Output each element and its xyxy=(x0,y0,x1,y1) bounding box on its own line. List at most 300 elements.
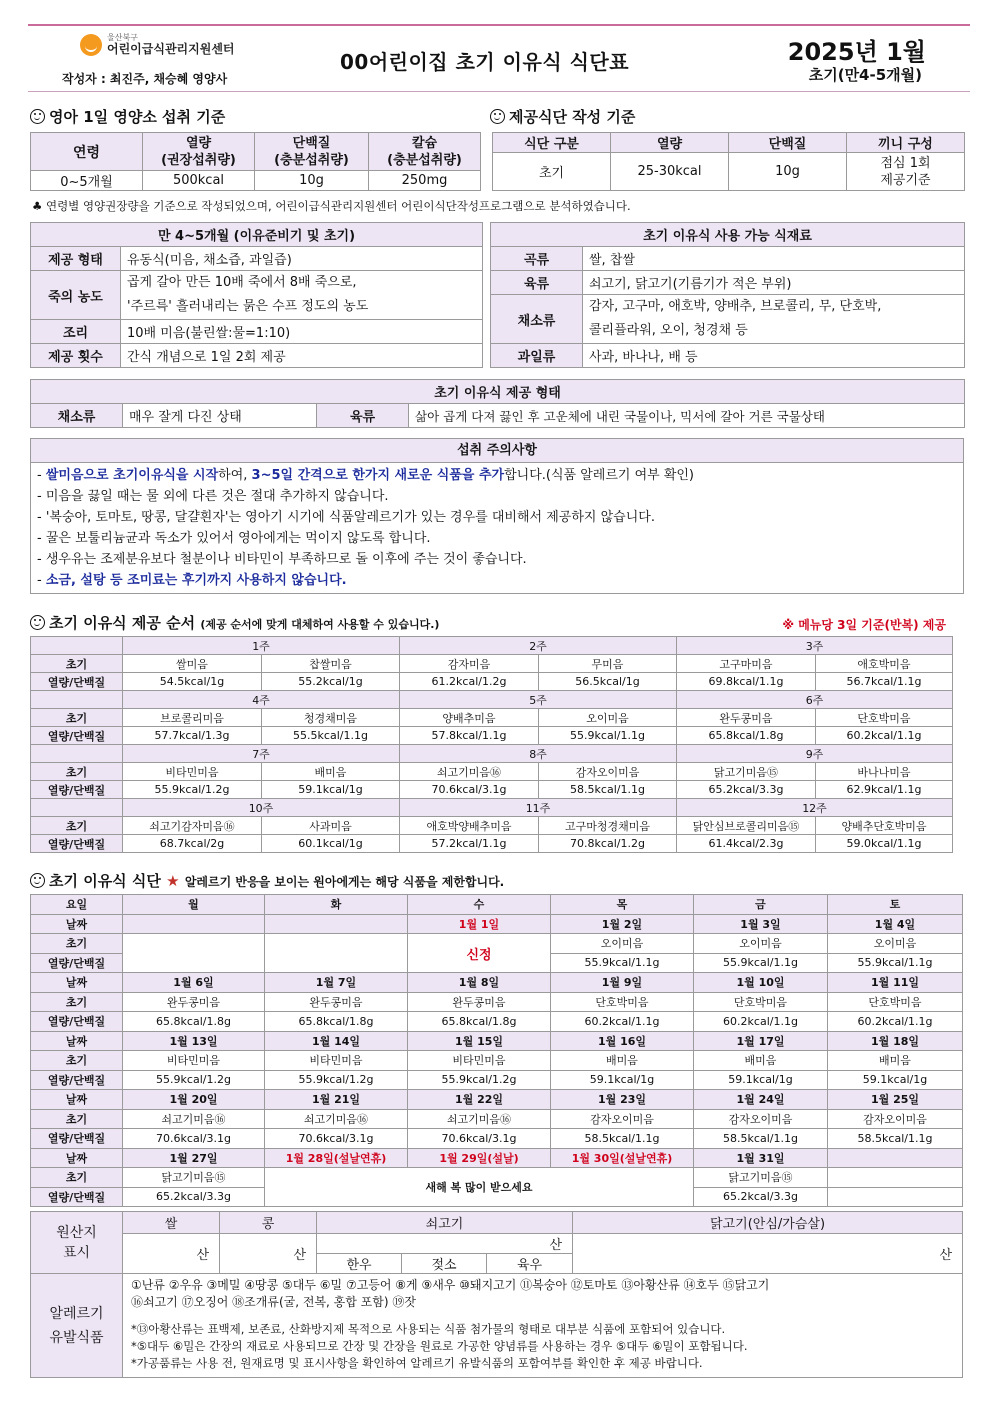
smile-icon xyxy=(490,109,505,124)
caution-title: 섭취 주의사항 xyxy=(31,439,963,463)
caution-item: - 소금, 설탕 등 조미료는 후기까지 사용하지 않습니다. xyxy=(37,573,347,588)
ingredients-label-meat: 육류 xyxy=(491,271,583,295)
menu-cal: 70.6kcal/3.1g xyxy=(408,1129,551,1149)
page xyxy=(28,24,970,1370)
order-week-label: 2주 xyxy=(400,637,677,655)
menu-item: 단호박미음 xyxy=(828,992,963,1012)
menu-cal: 65.2kcal/3.3g xyxy=(694,1187,828,1207)
menu-date-row xyxy=(31,1031,963,1051)
menu-cal-label: 열량/단백질 xyxy=(31,1070,123,1090)
stage-value-form: 유동식(미음, 채소즙, 과일즙) xyxy=(121,247,483,271)
menu-item: 배미음 xyxy=(694,1051,828,1071)
nutrition-header-energy: 열량 (권장섭취량) xyxy=(143,133,255,171)
form-label-meat: 육류 xyxy=(317,404,409,428)
menu-date: 1월 7일 xyxy=(265,973,408,993)
order-cal-label: 열량/단백질 xyxy=(31,673,123,691)
menu-item: 감자오이미음 xyxy=(694,1109,828,1129)
caution-box xyxy=(30,438,964,594)
order-cal-label: 열량/단백질 xyxy=(31,781,123,799)
order-cal-row xyxy=(31,673,953,691)
order-menu-label: 초기 xyxy=(31,709,123,727)
order-cal-value: 58.5kcal/1.1g xyxy=(539,781,677,799)
order-week-label: 12주 xyxy=(677,799,953,817)
menu-cal: 70.6kcal/3.1g xyxy=(265,1129,408,1149)
caution-list xyxy=(31,463,963,591)
menu-date: 1월 4일 xyxy=(828,914,963,934)
order-table xyxy=(30,636,953,853)
provision-energy: 25-30kcal xyxy=(611,153,729,191)
order-menu-item: 애호박양배추미음 xyxy=(400,817,539,835)
allergy-note-2: *⑤대두 ⑥밀은 간장의 재료로 사용되므로 간장 및 간장을 원료로 가공한 양념류를 사용하는 경우 ⑤대두 ⑥밀이 포함됩니다. xyxy=(131,1339,748,1353)
new-year-greeting: 새해 복 많이 받으세요 xyxy=(265,1168,694,1207)
origin-rice: 쌀 xyxy=(123,1212,220,1234)
order-menu-item: 고구마미음 xyxy=(677,655,816,673)
menu-cal-row xyxy=(31,1129,963,1149)
caution-item: - 쌀미음으로 초기이유식을 시작하여, 3~5일 간격으로 한가지 새로운 식품을 추가합니다.(식품 알레르기 여부 확인) xyxy=(37,468,695,483)
order-cal-value: 55.9kcal/1.1g xyxy=(539,727,677,745)
menu-date: 1월 8일 xyxy=(408,973,551,993)
order-cal-value: 59.1kcal/1g xyxy=(262,781,400,799)
menu-date: 1월 11일 xyxy=(828,973,963,993)
menu-cal-label: 열량/단백질 xyxy=(31,1187,123,1207)
menu-cal: 55.9kcal/1.2g xyxy=(408,1070,551,1090)
stage-table xyxy=(30,222,483,368)
ingredients-value-grain: 쌀, 찹쌀 xyxy=(583,247,965,271)
order-cal-value: 54.5kcal/1g xyxy=(123,673,262,691)
menu-day: 수 xyxy=(408,895,551,915)
menu-cal: 59.1kcal/1g xyxy=(694,1070,828,1090)
stage-label: 초기(만4-5개월) xyxy=(808,66,922,84)
order-cal-value: 62.9kcal/1.1g xyxy=(816,781,953,799)
menu-cal-row xyxy=(31,1070,963,1090)
logo-name: 어린이급식관리지원센터 xyxy=(107,41,235,56)
menu-table xyxy=(30,894,963,1207)
menu-item: 단호박미음 xyxy=(694,992,828,1012)
menu-date: 1월 9일 xyxy=(551,973,694,993)
menu-days-label: 요일 xyxy=(31,895,123,915)
menu-date: 1월 28일(설날연휴) xyxy=(265,1148,408,1168)
menu-cal: 65.8kcal/1.8g xyxy=(408,1012,551,1032)
menu-menu-label: 초기 xyxy=(31,1168,123,1188)
nutrition-header-calcium: 칼슘 (충분섭취량) xyxy=(369,133,481,171)
menu-menu-row xyxy=(31,1051,963,1071)
allergy-list-1: ①난류 ②우유 ③메밀 ④땅콩 ⑤대두 ⑥밀 ⑦고등어 ⑧게 ⑨새우 ⑩돼지고기 ⑪복숭아 ⑫토마토 ⑬아황산류 ⑭호두 ⑮닭고기 xyxy=(131,1278,770,1292)
order-menu-item: 청경채미음 xyxy=(262,709,400,727)
provision-protein: 10g xyxy=(729,153,847,191)
menu-cal: 65.8kcal/1.8g xyxy=(123,1012,265,1032)
menu-date: 1월 27일 xyxy=(123,1148,265,1168)
order-menu-item: 닭고기미음⑮ xyxy=(677,763,816,781)
order-cal-value: 60.1kcal/1g xyxy=(262,835,400,853)
order-menu-item: 비타민미음 xyxy=(123,763,262,781)
ingredients-label-veg: 채소류 xyxy=(491,295,583,344)
order-menu-label: 초기 xyxy=(31,817,123,835)
menu-cal-label: 열량/단백질 xyxy=(31,1012,123,1032)
page-title: 00어린이집 초기 이유식 식단표 xyxy=(340,50,630,74)
smile-logo-icon xyxy=(80,34,102,56)
menu-empty xyxy=(265,934,408,973)
menu-day: 토 xyxy=(828,895,963,915)
allergy-label: 알레르기 유발식품 xyxy=(31,1274,123,1378)
order-menu-row xyxy=(31,709,953,727)
order-week-label: 6주 xyxy=(677,691,953,709)
order-menu-item: 쌀미음 xyxy=(123,655,262,673)
menu-day: 목 xyxy=(551,895,694,915)
menu-date-label: 날짜 xyxy=(31,914,123,934)
origin-chicken: 닭고기(안심/가슴살) xyxy=(573,1212,963,1234)
menu-date: 1월 13일 xyxy=(123,1031,265,1051)
menu-item: 오이미음 xyxy=(694,934,828,954)
order-menu-item: 바나나미음 xyxy=(816,763,953,781)
menu-cal-row xyxy=(31,1012,963,1032)
menu-menu-label: 초기 xyxy=(31,934,123,954)
menu-item: 배미음 xyxy=(828,1051,963,1071)
order-cal-value: 61.4kcal/2.3g xyxy=(677,835,816,853)
form-title: 초기 이유식 제공 형태 xyxy=(31,380,965,404)
order-menu-item: 사과미음 xyxy=(262,817,400,835)
order-menu-item: 브로콜리미음 xyxy=(123,709,262,727)
order-menu-item: 찹쌀미음 xyxy=(262,655,400,673)
order-week-label: 5주 xyxy=(400,691,677,709)
order-corner xyxy=(31,745,123,763)
provision-header-energy: 열량 xyxy=(611,133,729,153)
menu-date: 1월 18일 xyxy=(828,1031,963,1051)
menu-item: 완두콩미음 xyxy=(408,992,551,1012)
caution-item: - 꿀은 보툴리늄균과 독소가 있어서 영아에게는 먹이지 않도록 합니다. xyxy=(37,531,431,546)
menu-item: 쇠고기미음⑯ xyxy=(265,1109,408,1129)
menu-date: 1월 31일 xyxy=(694,1148,828,1168)
menu-item: 완두콩미음 xyxy=(265,992,408,1012)
order-cal-value: 56.7kcal/1.1g xyxy=(816,673,953,691)
menu-holiday: 신정 xyxy=(408,934,551,973)
menu-date: 1월 2일 xyxy=(551,914,694,934)
origin-rice-san: 산 xyxy=(123,1234,220,1274)
stage-label-form: 제공 형태 xyxy=(31,247,121,271)
stage-value-frequency: 간식 개념으로 1일 2회 제공 xyxy=(121,344,483,368)
order-menu-label: 초기 xyxy=(31,655,123,673)
menu-date: 1월 15일 xyxy=(408,1031,551,1051)
origin-table xyxy=(30,1211,963,1274)
nutrition-age: 0~5개월 xyxy=(31,171,143,191)
order-cal-value: 57.8kcal/1.1g xyxy=(400,727,539,745)
menu-date xyxy=(265,914,408,934)
order-week-label: 7주 xyxy=(123,745,400,763)
order-cal-value: 60.2kcal/1.1g xyxy=(816,727,953,745)
ingredients-table xyxy=(490,222,965,368)
order-menu-item: 양배추미음 xyxy=(400,709,539,727)
nutrition-header-age: 연령 xyxy=(31,133,143,171)
origin-yukwoo: 육우 xyxy=(487,1254,573,1274)
menu-date-label: 날짜 xyxy=(31,973,123,993)
menu-cal: 60.2kcal/1.1g xyxy=(694,1012,828,1032)
order-menu-label: 초기 xyxy=(31,763,123,781)
order-cal-value: 55.2kcal/1g xyxy=(262,673,400,691)
order-week-label: 10주 xyxy=(123,799,400,817)
menu-item: 닭고기미음⑮ xyxy=(694,1168,828,1188)
order-menu-row xyxy=(31,817,953,835)
ingredients-value-veg: 감자, 고구마, 애호박, 양배추, 브로콜리, 무, 단호박, 콜리플라워, 오이, 청경채 등 xyxy=(583,295,965,344)
order-week-label: 4주 xyxy=(123,691,400,709)
order-week-row xyxy=(31,799,953,817)
menu-item: 배미음 xyxy=(551,1051,694,1071)
order-menu-item: 무미음 xyxy=(539,655,677,673)
order-week-label: 9주 xyxy=(677,745,953,763)
caution-item: - 생우유는 조제분유보다 철분이나 비타민이 부족하므로 돌 이후에 주는 것이 좋습니다. xyxy=(37,552,527,567)
menu-date xyxy=(123,914,265,934)
menu-day: 월 xyxy=(123,895,265,915)
menu-cal: 65.8kcal/1.8g xyxy=(265,1012,408,1032)
menu-date: 1월 22일 xyxy=(408,1090,551,1110)
menu-date: 1월 25일 xyxy=(828,1090,963,1110)
smile-icon xyxy=(30,873,45,888)
origin-beef: 쇠고기 xyxy=(317,1212,573,1234)
menu-date-label: 날짜 xyxy=(31,1090,123,1110)
order-week-row xyxy=(31,745,953,763)
menu-menu-label: 초기 xyxy=(31,992,123,1012)
order-cal-row xyxy=(31,835,953,853)
menu-date-row xyxy=(31,1090,963,1110)
club-icon: ♣ xyxy=(32,199,46,213)
menu-item: 쇠고기미음⑯ xyxy=(408,1109,551,1129)
ingredients-value-meat: 쇠고기, 닭고기(기름기가 적은 부위) xyxy=(583,271,965,295)
origin-jeotso: 젖소 xyxy=(402,1254,487,1274)
order-menu-row xyxy=(31,763,953,781)
menu-item: 비타민미음 xyxy=(408,1051,551,1071)
order-week-label: 8주 xyxy=(400,745,677,763)
order-cal-value: 65.2kcal/3.3g xyxy=(677,781,816,799)
order-menu-item: 양배추단호박미음 xyxy=(816,817,953,835)
order-week-label: 3주 xyxy=(677,637,953,655)
menu-cal: 65.2kcal/3.3g xyxy=(123,1187,265,1207)
origin-chicken-san: 산 xyxy=(573,1234,963,1274)
menu-date: 1월 14일 xyxy=(265,1031,408,1051)
form-table xyxy=(30,379,965,428)
order-cal-value: 70.6kcal/3.1g xyxy=(400,781,539,799)
order-cal-value: 55.5kcal/1.1g xyxy=(262,727,400,745)
menu-days-row xyxy=(31,895,963,915)
menu-item: 단호박미음 xyxy=(551,992,694,1012)
provision-header-protein: 단백질 xyxy=(729,133,847,153)
ingredients-label-fruit: 과일류 xyxy=(491,344,583,368)
menu-date-row xyxy=(31,1148,963,1168)
menu-cal: 60.2kcal/1.1g xyxy=(828,1012,963,1032)
year-month: 2025년 1월 xyxy=(787,38,926,66)
menu-menu-label: 초기 xyxy=(31,1109,123,1129)
stage-title: 만 4~5개월 (이유준비기 및 초기) xyxy=(31,223,483,247)
menu-date: 1월 3일 xyxy=(694,914,828,934)
allergy-note-3: *가공품류는 사용 전, 원재료명 및 표시사항을 확인하여 알레르기 유발식품의 포함여부를 확인한 후 제공 바랍니다. xyxy=(131,1356,703,1370)
menu-item: 닭고기미음⑮ xyxy=(123,1168,265,1188)
menu-date-label: 날짜 xyxy=(31,1148,123,1168)
menu-menu-row xyxy=(31,1109,963,1129)
ingredients-value-fruit: 사과, 바나나, 배 등 xyxy=(583,344,965,368)
caution-item: - '복숭아, 토마토, 땅콩, 달걀흰자'는 영아기 시기에 식품알레르기가 있는 경우를 대비해서 제공하지 않습니다. xyxy=(37,510,655,525)
order-menu-item: 쇠고기미음⑯ xyxy=(400,763,539,781)
order-cal-label: 열량/단백질 xyxy=(31,835,123,853)
provision-header-meal: 끼니 구성 xyxy=(847,133,965,153)
menu-title: 초기 이유식 식단 ★ 알레르기 반응을 보이는 원아에게는 해당 식품을 제한합니다. xyxy=(30,870,504,891)
nutrition-calcium: 250mg xyxy=(369,171,481,191)
menu-item: 오이미음 xyxy=(551,934,694,954)
menu-item: 오이미음 xyxy=(828,934,963,954)
menu-cal: 60.2kcal/1.1g xyxy=(551,1012,694,1032)
order-cal-value: 57.7kcal/1.3g xyxy=(123,727,262,745)
order-cal-value: 59.0kcal/1.1g xyxy=(816,835,953,853)
menu-menu-row xyxy=(31,992,963,1012)
author: 작성자 : 최진주, 채승혜 영양사 xyxy=(62,72,228,86)
menu-date: 1월 6일 xyxy=(123,973,265,993)
order-cal-value: 56.5kcal/1g xyxy=(539,673,677,691)
menu-cal: 59.1kcal/1g xyxy=(828,1070,963,1090)
order-menu-item: 고구마청경채미음 xyxy=(539,817,677,835)
stage-value-thickness: 곱게 갈아 만든 10배 죽에서 8배 죽으로, '주르륵' 흘러내리는 묽은 수프 정도의 농도 xyxy=(121,271,483,320)
provision-meal: 점심 1회 제공기준 xyxy=(847,153,965,191)
caution-item: - 미음을 끓일 때는 물 외에 다른 것은 절대 추가하지 않습니다. xyxy=(37,489,389,504)
menu-date: 1월 21일 xyxy=(265,1090,408,1110)
order-cal-value: 65.8kcal/1.8g xyxy=(677,727,816,745)
nutrition-title: 영아 1일 영양소 섭취 기준 xyxy=(30,106,225,127)
menu-date: 1월 29일(설날) xyxy=(408,1148,551,1168)
stage-label-cooking: 조리 xyxy=(31,320,121,344)
order-corner xyxy=(31,691,123,709)
menu-empty xyxy=(828,1187,963,1207)
menu-date: 1월 1일 xyxy=(408,914,551,934)
order-menu-item: 닭안심브로콜리미음⑮ xyxy=(677,817,816,835)
stage-value-cooking: 10배 미음(불린쌀:물=1:10) xyxy=(121,320,483,344)
menu-cal: 55.9kcal/1.2g xyxy=(123,1070,265,1090)
menu-cal: 59.1kcal/1g xyxy=(551,1070,694,1090)
menu-date: 1월 16일 xyxy=(551,1031,694,1051)
stage-label-thickness: 죽의 농도 xyxy=(31,271,121,320)
order-cal-value: 69.8kcal/1.1g xyxy=(677,673,816,691)
menu-cal: 55.9kcal/1.1g xyxy=(694,953,828,973)
nutrition-energy: 500kcal xyxy=(143,171,255,191)
menu-empty xyxy=(828,1168,963,1188)
menu-item: 감자오이미음 xyxy=(828,1109,963,1129)
menu-cal: 58.5kcal/1.1g xyxy=(551,1129,694,1149)
nutrition-table xyxy=(30,132,481,191)
menu-item: 비타민미음 xyxy=(265,1051,408,1071)
menu-date-row xyxy=(31,914,963,934)
order-menu-item: 단호박미음 xyxy=(816,709,953,727)
menu-item: 감자오이미음 xyxy=(551,1109,694,1129)
order-cal-value: 61.2kcal/1.2g xyxy=(400,673,539,691)
menu-cal-label: 열량/단백질 xyxy=(31,1129,123,1149)
order-cal-row xyxy=(31,727,953,745)
menu-date: 1월 24일 xyxy=(694,1090,828,1110)
provision-header-type: 식단 구분 xyxy=(493,133,611,153)
order-menu-item: 오이미음 xyxy=(539,709,677,727)
order-week-row xyxy=(31,691,953,709)
center-logo xyxy=(80,34,235,56)
order-cal-value: 57.2kcal/1.1g xyxy=(400,835,539,853)
menu-empty xyxy=(123,934,265,973)
order-menu-item: 배미음 xyxy=(262,763,400,781)
order-cal-row xyxy=(31,781,953,799)
menu-day: 금 xyxy=(694,895,828,915)
allergy-list-2: ⑯쇠고기 ⑰오징어 ⑱조개류(굴, 전복, 홍합 포함) ⑲잣 xyxy=(131,1295,416,1309)
logo-sub: 울산북구 xyxy=(107,33,138,42)
origin-bean: 콩 xyxy=(220,1212,317,1234)
origin-label: 원산지 표시 xyxy=(31,1212,123,1274)
menu-date: 1월 10일 xyxy=(694,973,828,993)
menu-date: 1월 30일(설날연휴) xyxy=(551,1148,694,1168)
order-menu-item: 쇠고기감자미음⑯ xyxy=(123,817,262,835)
menu-menu-row xyxy=(31,934,963,954)
order-menu-item: 애호박미음 xyxy=(816,655,953,673)
stage-label-frequency: 제공 횟수 xyxy=(31,344,121,368)
order-corner xyxy=(31,799,123,817)
header xyxy=(28,26,970,92)
order-note: ※ 메뉴당 3일 기준(반복) 제공 xyxy=(782,618,946,632)
menu-item: 쇠고기미음⑯ xyxy=(123,1109,265,1129)
origin-hanu: 한우 xyxy=(317,1254,402,1274)
provision-type: 초기 xyxy=(493,153,611,191)
order-menu-item: 감자미음 xyxy=(400,655,539,673)
ingredients-label-grain: 곡류 xyxy=(491,247,583,271)
menu-date: 1월 20일 xyxy=(123,1090,265,1110)
star-icon: ★ xyxy=(166,872,180,890)
order-menu-item: 완두콩미음 xyxy=(677,709,816,727)
form-label-veg: 채소류 xyxy=(31,404,123,428)
order-week-label: 1주 xyxy=(123,637,400,655)
menu-date: 1월 23일 xyxy=(551,1090,694,1110)
ingredients-title: 초기 이유식 사용 가능 식재료 xyxy=(491,223,965,247)
menu-date-row xyxy=(31,973,963,993)
origin-beef-san: 산 xyxy=(317,1234,573,1254)
menu-day: 화 xyxy=(265,895,408,915)
menu-menu-label: 초기 xyxy=(31,1051,123,1071)
origin-bean-san: 산 xyxy=(220,1234,317,1274)
menu-date: 1월 17일 xyxy=(694,1031,828,1051)
allergy-content xyxy=(123,1274,963,1378)
form-value-veg: 매우 잘게 다진 상태 xyxy=(123,404,317,428)
menu-menu-row xyxy=(31,1168,963,1188)
menu-cal: 55.9kcal/1.1g xyxy=(828,953,963,973)
menu-cal: 55.9kcal/1.1g xyxy=(551,953,694,973)
order-cal-value: 68.7kcal/2g xyxy=(123,835,262,853)
menu-cal: 58.5kcal/1.1g xyxy=(694,1129,828,1149)
order-corner xyxy=(31,637,123,655)
menu-item: 비타민미음 xyxy=(123,1051,265,1071)
nutrition-header-protein: 단백질 (충분섭취량) xyxy=(255,133,369,171)
analysis-note: ♣ 연령별 영양권장량을 기준으로 작성되었으며, 어린이급식관리지원센터 어린이식단작성프로그램으로 분석하였습니다. xyxy=(32,199,631,213)
menu-cal: 70.6kcal/3.1g xyxy=(123,1129,265,1149)
menu-cal: 58.5kcal/1.1g xyxy=(828,1129,963,1149)
smile-icon xyxy=(30,615,45,630)
order-menu-row xyxy=(31,655,953,673)
order-menu-item: 감자오이미음 xyxy=(539,763,677,781)
menu-cal-label: 열량/단백질 xyxy=(31,953,123,973)
menu-cal: 55.9kcal/1.2g xyxy=(265,1070,408,1090)
nutrition-protein: 10g xyxy=(255,171,369,191)
smile-icon xyxy=(30,109,45,124)
order-cal-value: 70.8kcal/1.2g xyxy=(539,835,677,853)
order-title: 초기 이유식 제공 순서 (제공 순서에 맞게 대체하여 사용할 수 있습니다.) xyxy=(30,612,439,633)
menu-date-label: 날짜 xyxy=(31,1031,123,1051)
provision-table xyxy=(492,132,965,191)
order-cal-value: 55.9kcal/1.2g xyxy=(123,781,262,799)
order-week-row xyxy=(31,637,953,655)
provision-title: 제공식단 작성 기준 xyxy=(490,106,635,127)
allergy-note-1: *⑬아황산류는 표백제, 보존료, 산화방지제 목적으로 사용되는 식품 첨가물의 형태로 대부분 식품에 포함되어 있습니다. xyxy=(131,1322,726,1336)
order-week-label: 11주 xyxy=(400,799,677,817)
allergy-table xyxy=(30,1273,963,1378)
order-cal-label: 열량/단백질 xyxy=(31,727,123,745)
menu-date xyxy=(828,1148,963,1168)
form-value-meat: 삶아 곱게 다져 끓인 후 고운체에 내린 국물이나, 믹서에 갈아 거른 국물상태 xyxy=(409,404,965,428)
menu-item: 완두콩미음 xyxy=(123,992,265,1012)
